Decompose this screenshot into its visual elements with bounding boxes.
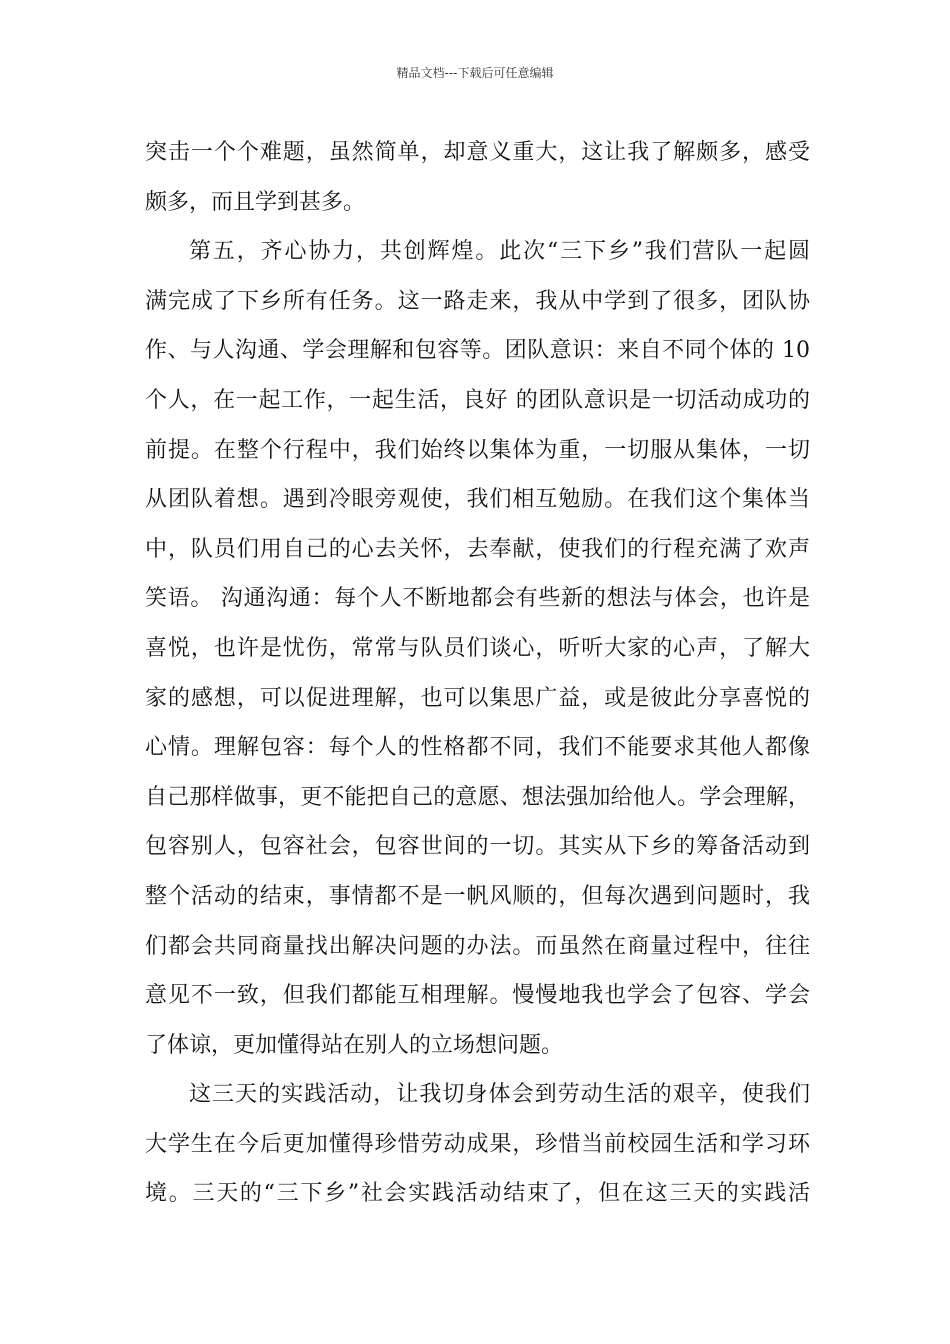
- text-line: 颇多，而且学到甚多。: [145, 189, 366, 215]
- text-line: 包容别人，包容社会，包容世间的一切。其实从下乡的筹备活动到: [145, 834, 810, 860]
- text-line: 了体谅，更加懂得站在别人的立场想问题。: [145, 1032, 564, 1058]
- text-line: 境。三天的“三下乡”社会实践活动结束了，但在这三天的实践活: [145, 1181, 810, 1207]
- text-line: 大学生在今后更加懂得珍惜劳动成果，珍惜当前校园生活和学习环: [145, 1131, 810, 1157]
- paragraph-first-line: 第五，齐心协力，共创辉煌。此次“三下乡”我们营队一起圆: [189, 239, 810, 265]
- text-line: 满完成了下乡所有任务。这一路走来，我从中学到了很多，团队协: [145, 288, 810, 314]
- text-line: 整个活动的结束，事情都不是一帆风顺的，但每次遇到问题时，我: [145, 883, 810, 909]
- text-line: 家的感想，可以促进理解，也可以集思广益，或是彼此分享喜悦的: [145, 685, 810, 711]
- text-line: 笑语。 沟通沟通：每个人不断地都会有些新的想法与体会，也许是: [145, 586, 810, 612]
- text-line: 喜悦，也许是忧伤，常常与队员们谈心，听听大家的心声，了解大: [145, 635, 810, 661]
- text-line: 意见不一致，但我们都能互相理解。慢慢地我也学会了包容、学会: [145, 983, 810, 1009]
- text-line: 从团队着想。遇到冷眼旁观使，我们相互勉励。在我们这个集体当: [145, 487, 810, 513]
- text-line: 前提。在整个行程中，我们始终以集体为重，一切服从集体，一切: [145, 437, 810, 463]
- text-line: 们都会共同商量找出解决问题的办法。而虽然在商量过程中，往往: [145, 933, 810, 959]
- text-line: 心情。理解包容：每个人的性格都不同，我们不能要求其他人都像: [145, 735, 810, 761]
- document-body: [145, 128, 810, 1219]
- paragraph-first-line: 这三天的实践活动，让我切身体会到劳动生活的艰辛，使我们: [189, 1082, 810, 1108]
- text-line: 突击一个个难题，虽然简单，却意义重大，这让我了解颇多，感受: [145, 140, 810, 165]
- page-header: 精品文档---下载后可任意编辑: [396, 66, 554, 80]
- text-line: 自己那样做事，更不能把自己的意愿、想法强加给他人。学会理解，: [145, 784, 810, 810]
- text-line: 中，队员们用自己的心去关怀，去奉献，使我们的行程充满了欢声: [145, 536, 810, 562]
- text-line: 个人，在一起工作，一起生活，良好 的团队意识是一切活动成功的: [145, 387, 810, 413]
- text-line: 作、与人沟通、学会理解和包容等。团队意识：来自不同个体的 10: [145, 338, 810, 364]
